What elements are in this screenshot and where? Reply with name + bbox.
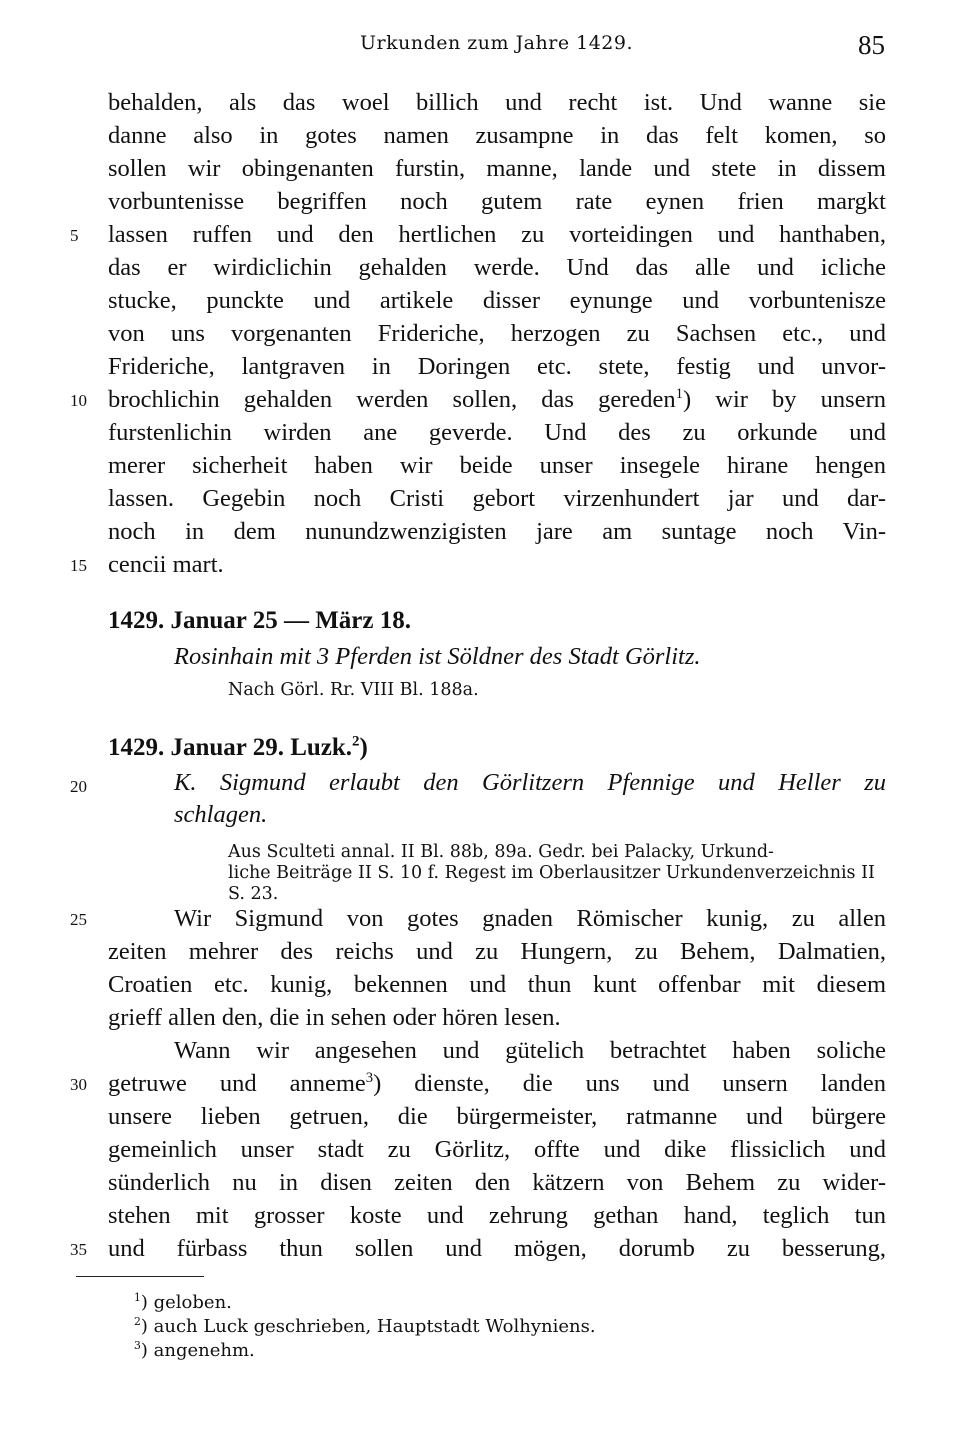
text-line: zeiten mehrer des reichs und zu Hungern, zu Behem, Dalmatien, [108, 938, 886, 965]
footnote-marker: 3 [134, 1339, 141, 1352]
footnote-marker: 1 [134, 1291, 141, 1304]
text-line: gemeinlich unser stadt zu Görlitz, offte und dike flissiclich und [108, 1136, 886, 1163]
text-line: sünderlich nu in disen zeiten den kätzern von Behem zu wider- [108, 1169, 886, 1196]
footnote [134, 1316, 596, 1337]
line-number: 25 [70, 910, 87, 929]
text-line: von uns vorgenanten Frideriche, herzogen zu Sachsen etc., und [108, 320, 886, 347]
entry-summary: Rosinhain mit 3 Pferden ist Söldner des Stadt Görlitz. [174, 643, 701, 670]
footnote-text: ) geloben. [140, 1292, 232, 1313]
text-line: stucke, punckte und artikele disser eynunge und vorbuntenisze [108, 287, 886, 314]
entry-source: S. 23. [228, 884, 279, 904]
text-line: sollen wir obingenanten furstin, manne, lande und stete in dissem [108, 155, 886, 182]
text-line: vorbuntenisse begriffen noch gutem rate eynen frien margkt [108, 188, 886, 215]
entry-summary: schlagen. [174, 801, 268, 828]
line-number: 20 [70, 777, 87, 796]
text-line: merer sicherheit haben wir beide unser insegele hirane hengen [108, 452, 886, 479]
text-line: cencii mart. [108, 551, 224, 578]
text-line: Frideriche, lantgraven in Doringen etc. stete, festig und unvor- [108, 353, 886, 380]
line-number: 15 [70, 556, 87, 575]
text-line: und fürbass thun sollen und mögen, dorumb zu besserung, [108, 1235, 886, 1262]
text-line: noch in dem nunundzwenzigisten jare am suntage noch Vin- [108, 518, 886, 545]
line-number: 30 [70, 1075, 87, 1094]
page-number: 85 [858, 30, 885, 60]
text-line: behalden, als das woel billich und recht ist. Und wanne sie [108, 89, 886, 116]
date-text: 1429. Januar 29. Luzk. [108, 734, 353, 761]
footnote-marker: 3 [365, 1069, 374, 1086]
line-number: 5 [70, 226, 79, 245]
running-header: Urkunden zum Jahre 1429. [360, 32, 634, 54]
text-line: lassen ruffen und den hertlichen zu vorteidingen und hanthaben, [108, 221, 886, 248]
entry-summary: K. Sigmund erlaubt den Görlitzern Pfennige und Heller zu [174, 769, 886, 796]
entry-date-heading [108, 734, 368, 762]
text-segment: ) dienste, die uns und unsern landen [373, 1070, 886, 1097]
footnote-marker: 2 [352, 733, 360, 750]
text-line: lassen. Gegebin noch Cristi gebort virzenhundert jar und dar- [108, 485, 886, 512]
text-line: stehen mit grosser koste und zehrung gethan hand, teglich tun [108, 1202, 886, 1229]
text-line: das er wirdiclichin gehalden werde. Und das alle und icliche [108, 254, 886, 281]
text-line: Wann wir angesehen und gütelich betrachtet haben soliche [174, 1037, 886, 1064]
text-segment: getruwe und anneme [108, 1070, 366, 1097]
text-line [108, 1067, 886, 1100]
entry-source: Aus Sculteti annal. II Bl. 88b, 89a. Gedr. bei Palacky, Urkund- [228, 842, 774, 862]
footnote-marker: 1 [675, 385, 683, 402]
line-number: 10 [70, 391, 87, 410]
text-line: Croatien etc. kunig, bekennen und thun kunt offenbar mit diesem [108, 971, 886, 998]
text-line: unsere lieben getruen, die bürgermeister, ratmanne und bürgere [108, 1103, 886, 1130]
entry-date-heading: 1429. Januar 25 — März 18. [108, 607, 411, 634]
text-line: grieff allen den, die in sehen oder hören lesen. [108, 1004, 561, 1031]
entry-source: Nach Görl. Rr. VIII Bl. 188a. [228, 680, 479, 700]
footnote-marker: 2 [134, 1315, 141, 1328]
text-line [108, 383, 886, 416]
date-text: ) [359, 734, 368, 761]
entry-source: liche Beiträge II S. 10 f. Regest im Oberlausitzer Urkundenverzeichnis II [228, 863, 875, 883]
footnote-divider [76, 1276, 204, 1277]
line-number: 35 [70, 1240, 87, 1259]
footnote-text: ) auch Luck geschrieben, Hauptstadt Wolhyniens. [140, 1316, 596, 1337]
text-line: danne also in gotes namen zusampne in das felt komen, so [108, 122, 886, 149]
footnote-text: ) angenehm. [140, 1340, 255, 1361]
text-segment: ) wir by unsern [682, 386, 887, 413]
footnote [134, 1292, 232, 1313]
text-line: furstenlichin wirden ane geverde. Und des zu orkunde und [108, 419, 886, 446]
footnote [134, 1340, 255, 1361]
text-segment: brochlichin gehalden werden sollen, das gereden [108, 386, 676, 413]
text-line: Wir Sigmund von gotes gnaden Römischer kunig, zu allen [174, 905, 886, 932]
